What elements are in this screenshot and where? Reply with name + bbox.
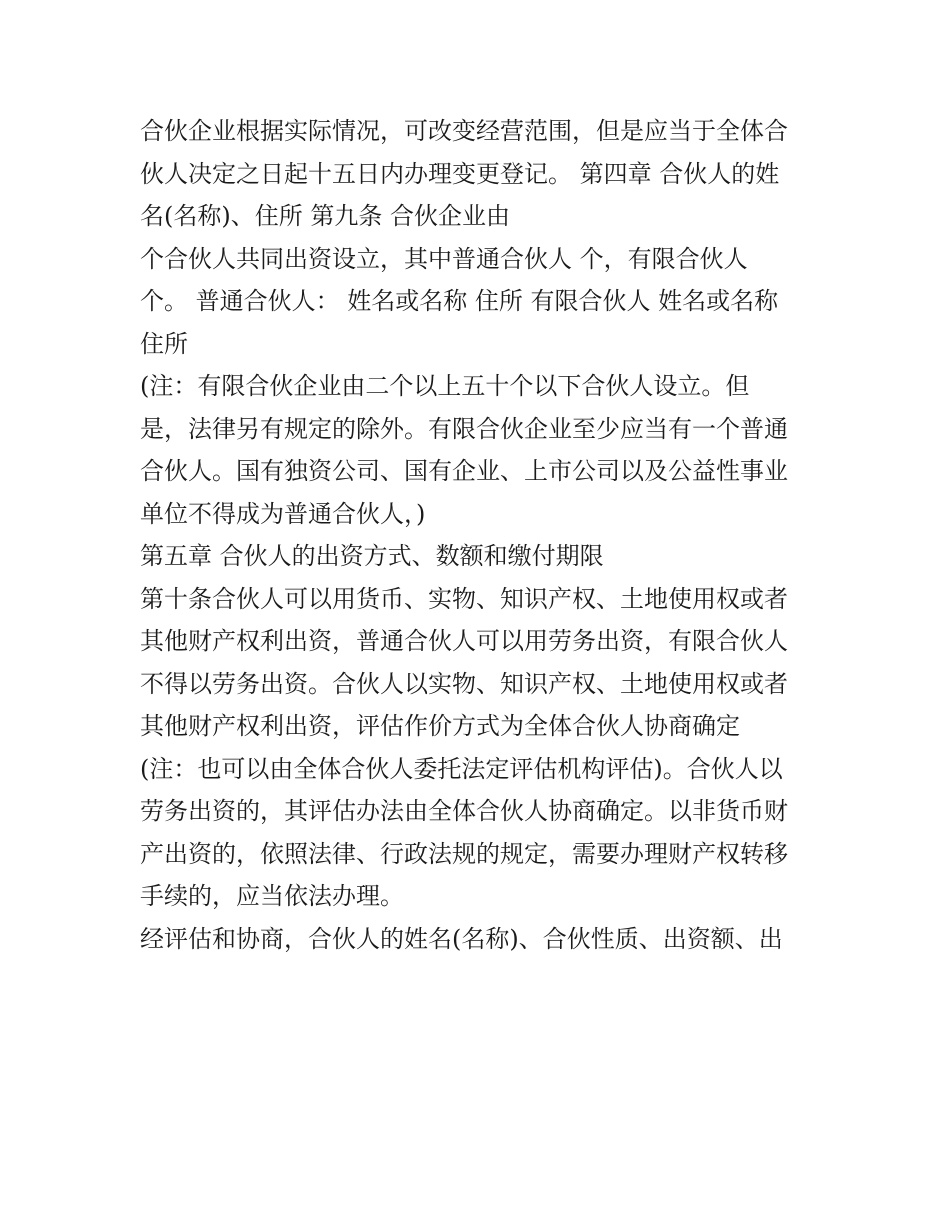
text-line: 个合伙人共同出资设立，其中普通合伙人 个，有限合伙人 [140,244,748,273]
chapter-heading: 第五章 合伙人的出资方式、数额和缴付期限 [140,542,604,570]
text-line: (注：也可以由全体合伙人委托法定评估机构评估)。合伙人以 [140,754,783,783]
document-body [140,110,830,960]
text-line: 名(名称)、住所 第九条 合伙企业由 [140,202,510,230]
text-line: 其他财产权利出资，普通合伙人可以用劳务出资，有限合伙人 [140,627,788,655]
text-line: 单位不得成为普通合伙人，) [140,499,426,528]
text-line: 手续的，应当依法办理。 [140,882,404,910]
text-line: 其他财产权利出资，评估作价方式为全体合伙人协商确定 [140,712,740,740]
text-line: 是，法律另有规定的除外。有限合伙企业至少应当有一个普通 [140,414,788,443]
text-line: 劳务出资的，其评估办法由全体合伙人协商确定。以非货币财 [140,797,788,825]
text-line: 伙人决定之日起十五日内办理变更登记。 第四章 合伙人的姓 [140,159,780,188]
text-line: 第十条合伙人可以用货币、实物、知识产权、土地使用权或者 [140,584,788,613]
text-line: 合伙企业根据实际情况，可改变经营范围，但是应当于全体合 [140,117,788,145]
text-line: (注：有限合伙企业由二个以上五十个以下合伙人设立。但 [140,372,750,400]
text-line: 住所 [140,329,188,358]
text-line: 个。 普通合伙人： 姓名或名称 住所 有限合伙人 姓名或名称 [140,287,779,315]
text-line: 经评估和协商，合伙人的姓名(名称)、合伙性质、出资额、出 [140,924,783,953]
text-line: 产出资的，依照法律、行政法规的规定，需要办理财产权转移 [140,839,788,868]
text-line: 合伙人。国有独资公司、国有企业、上市公司以及公益性事业 [140,457,788,485]
text-line: 不得以劳务出资。合伙人以实物、知识产权、土地使用权或者 [140,669,788,698]
